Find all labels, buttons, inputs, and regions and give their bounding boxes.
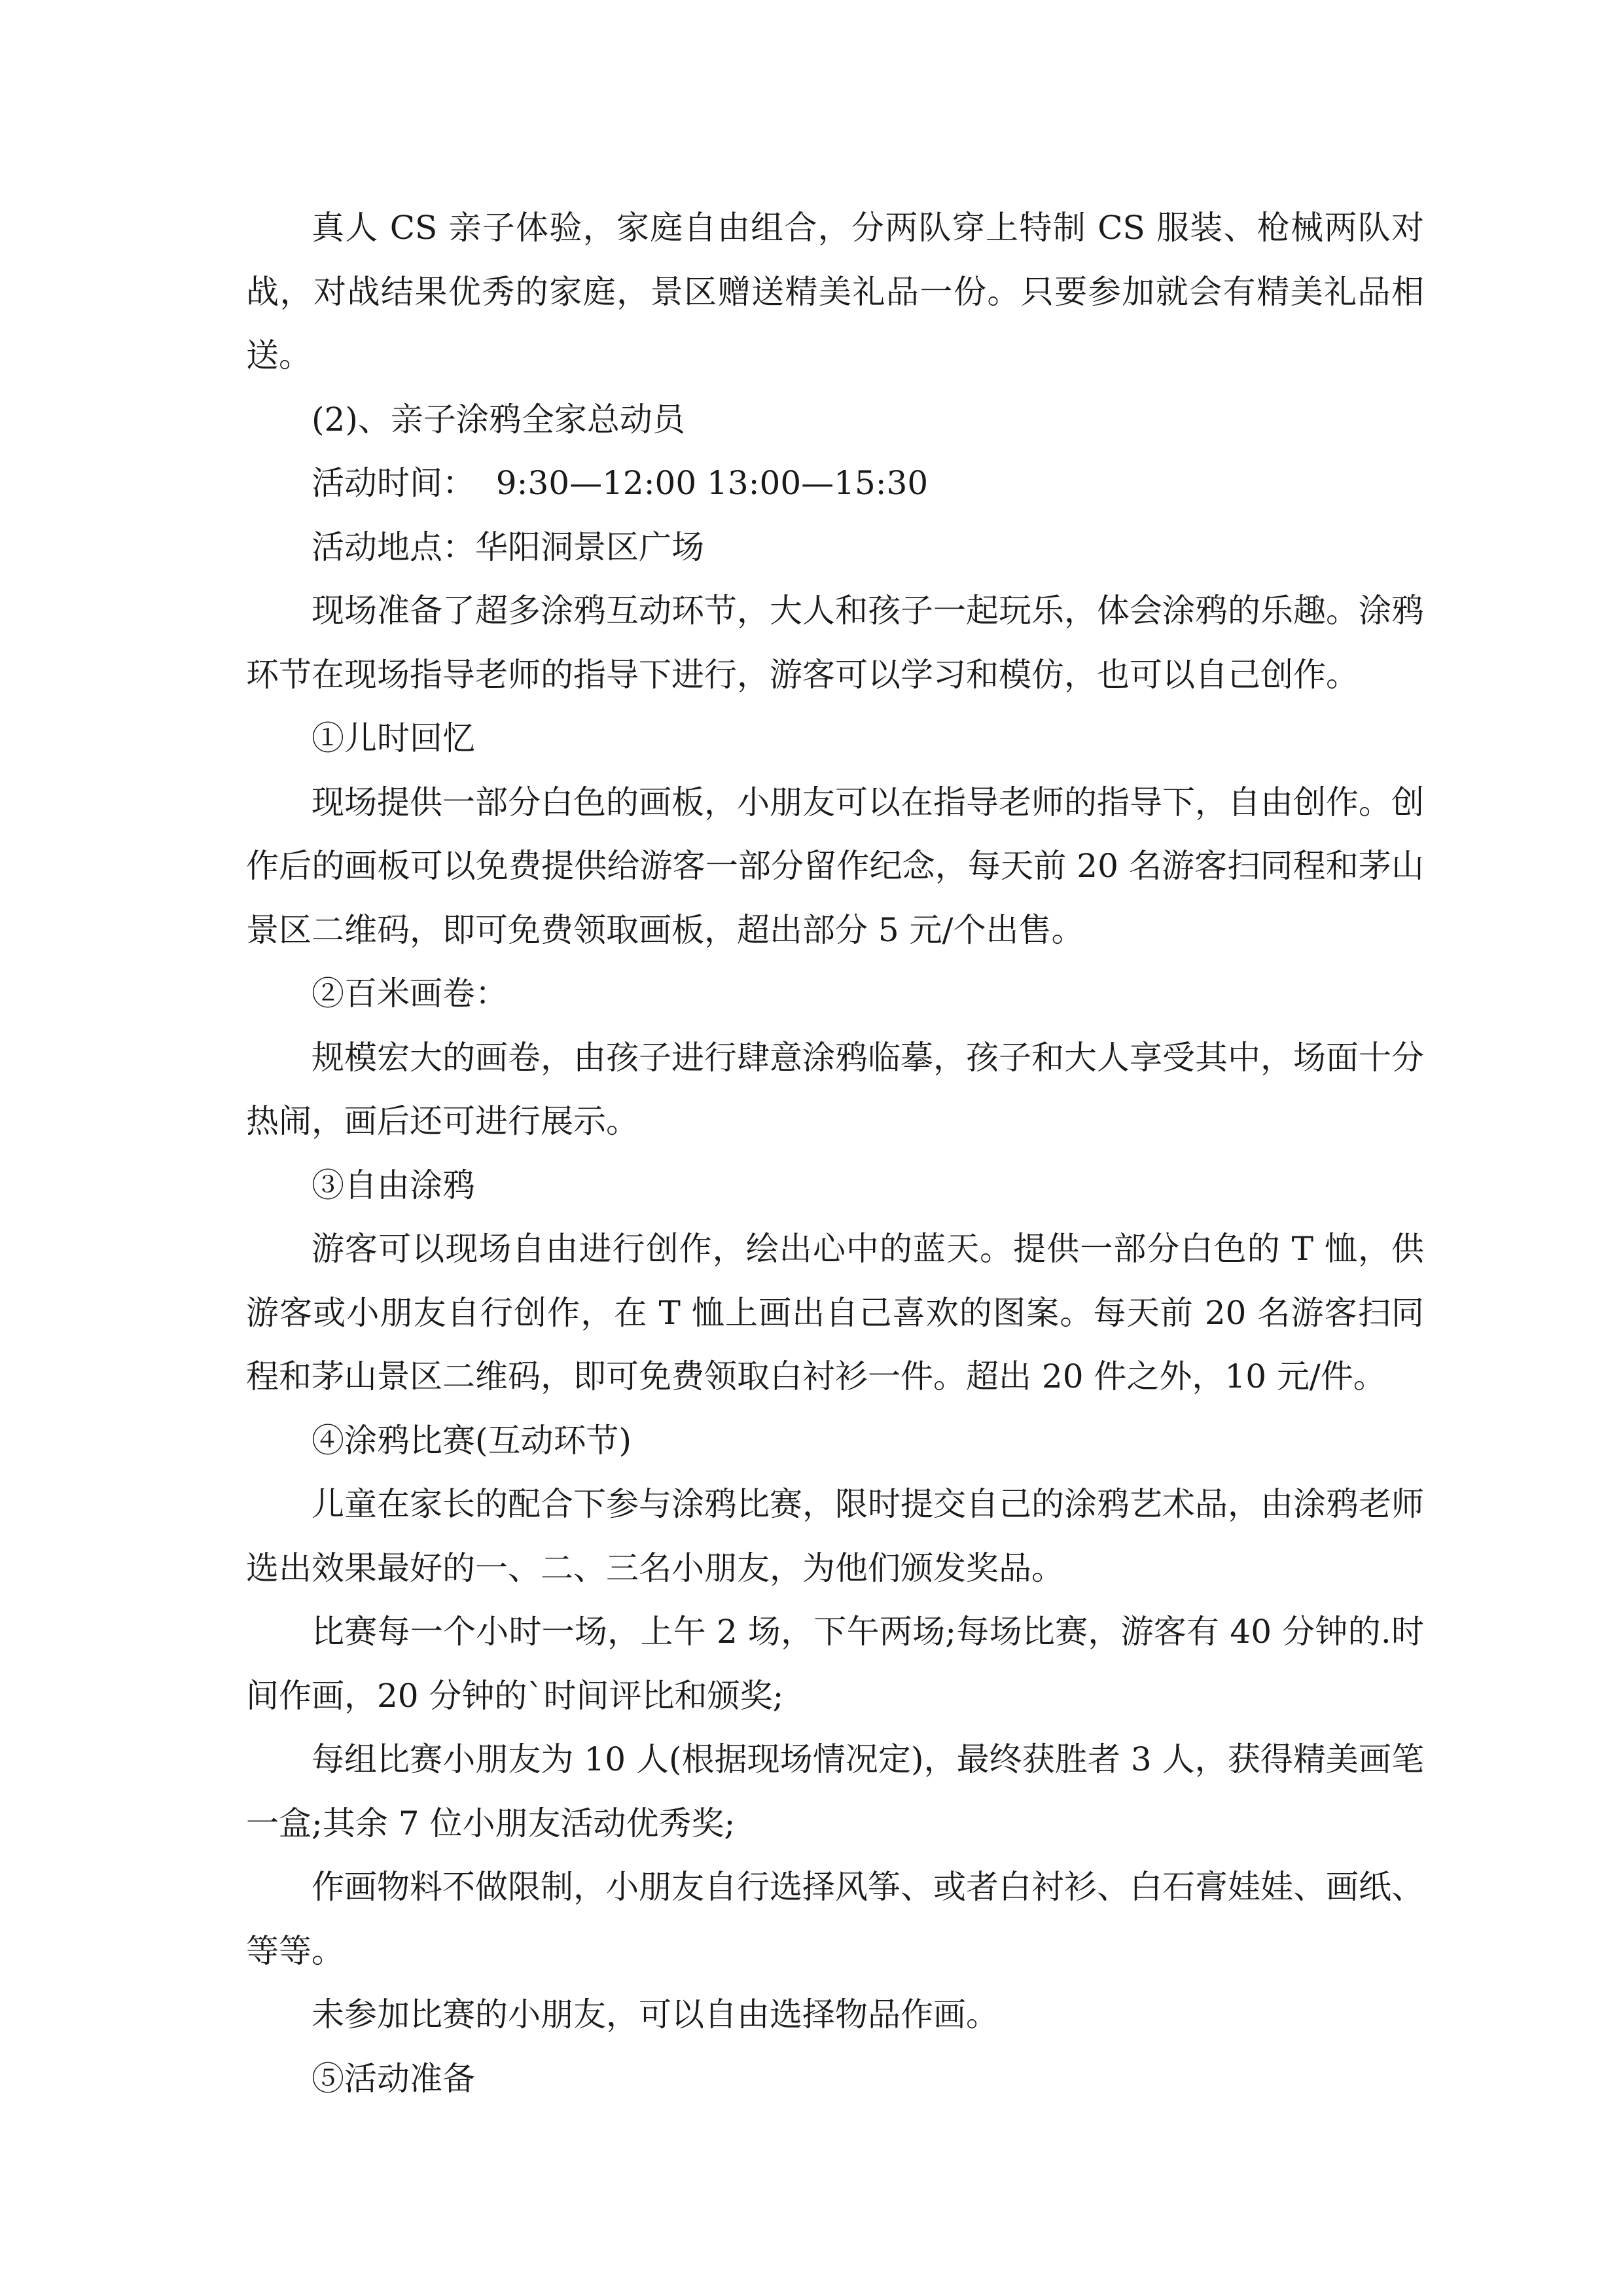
paragraph-graffiti-intro: 现场准备了超多涂鸦互动环节，大人和孩子一起玩乐，体会涂鸦的乐趣。涂鸦环节在现场指导老师的指导下进行，游客可以学习和模仿，也可以自己创作。 bbox=[246, 592, 1424, 694]
paragraph-graffiti-contest: 儿童在家长的配合下参与涂鸦比赛，限时提交自己的涂鸦艺术品，由涂鸦老师选出效果最好的一、二、三名小朋友，为他们颁发奖品。 bbox=[246, 1485, 1424, 1587]
paragraph-free-graffiti: 游客可以现场自由进行创作，绘出心中的蓝天。提供一部分白色的 T 恤，供游客或小朋友自行创作，在 T 恤上画出自己喜欢的图案。每天前 20 名游客扫同程和茅山景区二维码，即可免费领取白衬衫一件。超出 20 件之外，10 元/件。 bbox=[246, 1230, 1424, 1395]
paragraph-materials: 作画物料不做限制，小朋友自行选择风筝、或者白衬衫、白石膏娃娃、画纸、等等。 bbox=[246, 1868, 1424, 1970]
heading-childhood-memory: ①儿时回忆 bbox=[312, 719, 475, 757]
paragraph-event-time: 活动时间： 9:30—12:00 13:00—15:30 bbox=[312, 464, 929, 502]
heading-free-graffiti: ③自由涂鸦 bbox=[312, 1166, 475, 1204]
heading-event-preparation: ⑤活动准备 bbox=[312, 2059, 475, 2098]
paragraph-hundred-meter-scroll: 规模宏大的画卷，由孩子进行肆意涂鸦临摹，孩子和大人享受其中，场面十分热闹，画后还可进行展示。 bbox=[246, 1038, 1424, 1140]
paragraph-cs-experience: 真人 CS 亲子体验，家庭自由组合，分两队穿上特制 CS 服装、枪械两队对战，对战结果优秀的家庭，景区赠送精美礼品一份。只要参加就会有精美礼品相送。 bbox=[246, 209, 1424, 374]
paragraph-contest-schedule: 比赛每一个小时一场，上午 2 场，下午两场;每场比赛，游客有 40 分钟的.时间作画，20 分钟的`时间评比和颁奖; bbox=[246, 1613, 1424, 1715]
paragraph-contest-groups: 每组比赛小朋友为 10 人(根据现场情况定)，最终获胜者 3 人，获得精美画笔一盒;其余 7 位小朋友活动优秀奖; bbox=[246, 1740, 1424, 1842]
document-body bbox=[246, 196, 1424, 2111]
paragraph-event-location: 活动地点：华阳洞景区广场 bbox=[312, 528, 704, 566]
paragraph-childhood-memory: 现场提供一部分白色的画板，小朋友可以在指导老师的指导下，自由创作。创作后的画板可以免费提供给游客一部分留作纪念，每天前 20 名游客扫同程和茅山景区二维码，即可免费领取画板，超出部分 5 元/个出售。 bbox=[246, 783, 1424, 949]
heading-hundred-meter-scroll: ②百米画卷： bbox=[312, 975, 508, 1013]
heading-graffiti-event: (2)、亲子涂鸦全家总动员 bbox=[312, 400, 685, 439]
paragraph-non-participants: 未参加比赛的小朋友，可以自由选择物品作画。 bbox=[312, 1996, 999, 2034]
heading-graffiti-contest: ④涂鸦比赛(互动环节) bbox=[312, 1421, 632, 1460]
